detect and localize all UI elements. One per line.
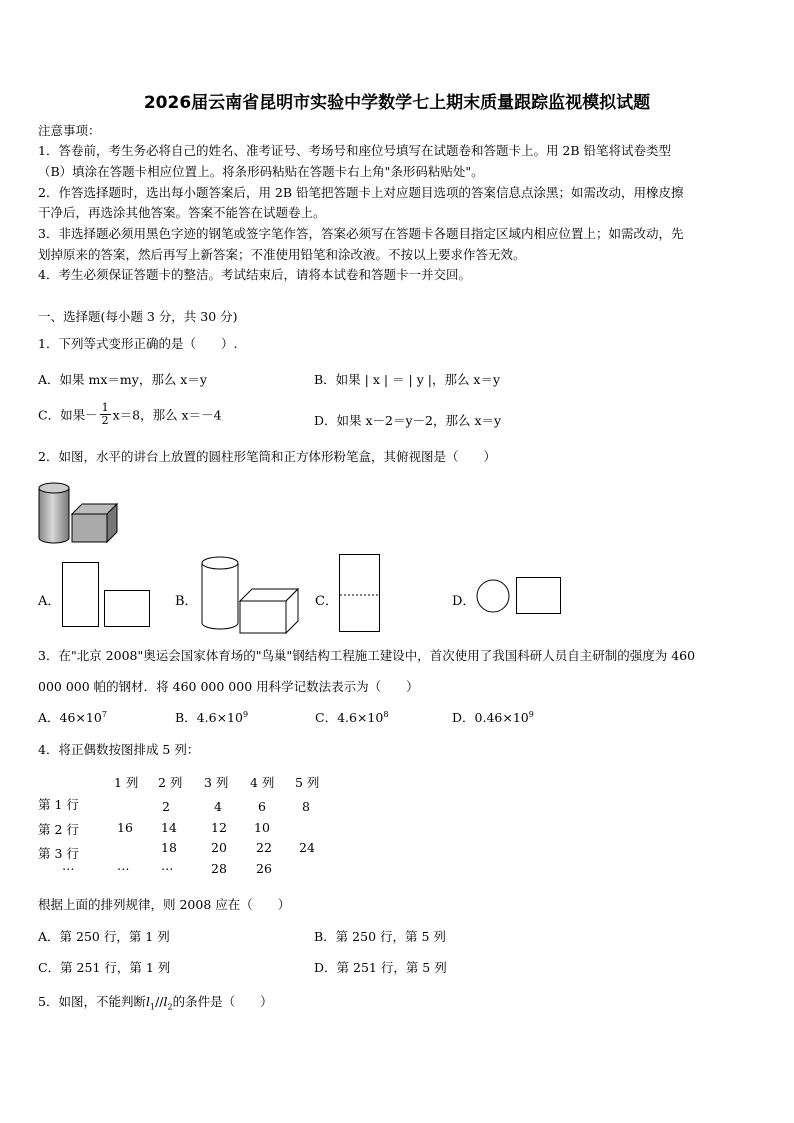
table-cell: 4 — [214, 799, 222, 814]
col-header: 2 列 — [158, 775, 183, 790]
cylinder-and-cube-figure — [36, 480, 126, 546]
option-a-figure — [62, 562, 152, 628]
section-heading: 一、选择题(每小题 3 分，共 30 分) — [38, 309, 238, 324]
q3-option-d: D．$0.46\times 10^9$ — [452, 709, 534, 725]
notice-heading: 注意事项： — [38, 123, 101, 138]
table-cell: 24 — [299, 840, 315, 855]
q1-option-d: D．如果 x－2＝y－2，那么 x＝y — [314, 413, 502, 428]
table-cell: 16 — [117, 820, 133, 835]
table-cell: 14 — [161, 820, 177, 835]
question-3-stem: 3．在"北京 2008"奥运会国家体育场的"鸟巢"钢结构工程施工建设中，首次使用了我国科研人员自主研制的强度为 460 — [38, 648, 696, 663]
q4-option-d: D．第 251 行，第 5 列 — [314, 960, 447, 975]
notice-line: 1．答卷前，考生务必将自己的姓名、准考证号、考场号和座位号填写在试题卷和答题卡上。用 2B 铅笔将试卷类型 — [38, 143, 672, 158]
col-header: 4 列 — [250, 775, 275, 790]
table-cell: 6 — [258, 799, 266, 814]
table-cell: 22 — [256, 840, 272, 855]
table-cell: 18 — [161, 840, 177, 855]
table-cell: 20 — [211, 840, 227, 855]
q2-option-a: A． — [38, 594, 61, 609]
q1-option-c: C．如果－ $\frac{1}{2}$ x＝8，那么 x＝－4 — [38, 401, 222, 427]
q2-option-c: C． — [315, 594, 338, 609]
q4-option-b: B．第 250 行，第 5 列 — [314, 929, 446, 944]
fraction-half: $\frac{1}{2}$ — [101, 401, 109, 427]
question-1-stem: 1．下列等式变形正确的是（ ）. — [38, 336, 238, 351]
row-label: … — [62, 858, 75, 873]
notice-line: 3．非选择题必须用黑色字迹的钢笔或签字笔作答，答案必须写在答题卡各题目指定区域内相应位置上；如需改动，先 — [38, 226, 684, 241]
q1-option-b: B．如果 | x | ＝ | y |，那么 x＝y — [314, 372, 501, 387]
row-label: 第 2 行 — [38, 822, 79, 837]
notice-line: （B）填涂在答题卡相应位置上。将条形码粘贴在答题卡右上角"条形码粘贴处"。 — [38, 164, 484, 179]
table-cell: … — [117, 858, 130, 873]
row-label: 第 3 行 — [38, 846, 79, 861]
question-4-stem: 4．将正偶数按图排成 5 列： — [38, 742, 200, 757]
q2-option-d: D． — [452, 594, 476, 609]
row-label: 第 1 行 — [38, 797, 79, 812]
option-c-figure — [339, 554, 381, 634]
q4-option-a: A．第 250 行，第 1 列 — [38, 929, 170, 944]
table-cell: 10 — [254, 820, 270, 835]
table-cell: 8 — [302, 799, 310, 814]
col-header: 1 列 — [114, 775, 139, 790]
notice-line: 干净后，再选涂其他答案。答案不能答在试题卷上。 — [38, 205, 326, 220]
q3-option-c: C．$4.6\times 10^8$ — [315, 709, 389, 725]
table-cell: 28 — [211, 861, 227, 876]
col-header: 5 列 — [295, 775, 320, 790]
q4-option-c: C．第 251 行，第 1 列 — [38, 960, 171, 975]
notice-line: 划掉原来的答案，然后再写上新答案；不准使用铅笔和涂改液。不按以上要求作答无效。 — [38, 247, 526, 262]
q3-option-a: A．$46\times 10^7$ — [38, 709, 107, 725]
q1-option-a: A．如果 mx＝my，那么 x＝y — [38, 372, 207, 387]
notice-line: 4．考生必须保证答题卡的整洁。考试结束后，请将本试卷和答题卡一并交回。 — [38, 267, 471, 282]
table-cell: 26 — [256, 861, 272, 876]
question-5-stem: 5．如图，不能判断$l_1//l_2$的条件是（ ） — [38, 994, 273, 1012]
question-3-stem-cont: 000 000 帕的钢材．将 460 000 000 用科学记数法表示为（ ） — [38, 679, 419, 694]
notice-line: 2．作答选择题时，选出每小题答案后，用 2B 铅笔把答题卡上对应题目选项的答案信息点涂黑；如需改动，用橡皮擦 — [38, 185, 684, 200]
option-b-figure — [200, 555, 300, 635]
q3-option-b: B．$4.6\times 10^9$ — [175, 709, 249, 725]
question-4-ask: 根据上面的排列规律，则 2008 应在（ ） — [38, 897, 291, 912]
col-header: 3 列 — [204, 775, 229, 790]
q2-option-b: B． — [175, 594, 198, 609]
question-2-stem: 2．如图，水平的讲台上放置的圆柱形笔筒和正方体形粉笔盒，其俯视图是（ ） — [38, 449, 496, 464]
table-cell: 2 — [162, 799, 170, 814]
table-cell: … — [161, 858, 174, 873]
table-cell: 12 — [211, 820, 227, 835]
option-d-figure — [476, 575, 566, 617]
page-title: 2026届云南省昆明市实验中学数学七上期末质量跟踪监视模拟试题 — [143, 93, 651, 113]
